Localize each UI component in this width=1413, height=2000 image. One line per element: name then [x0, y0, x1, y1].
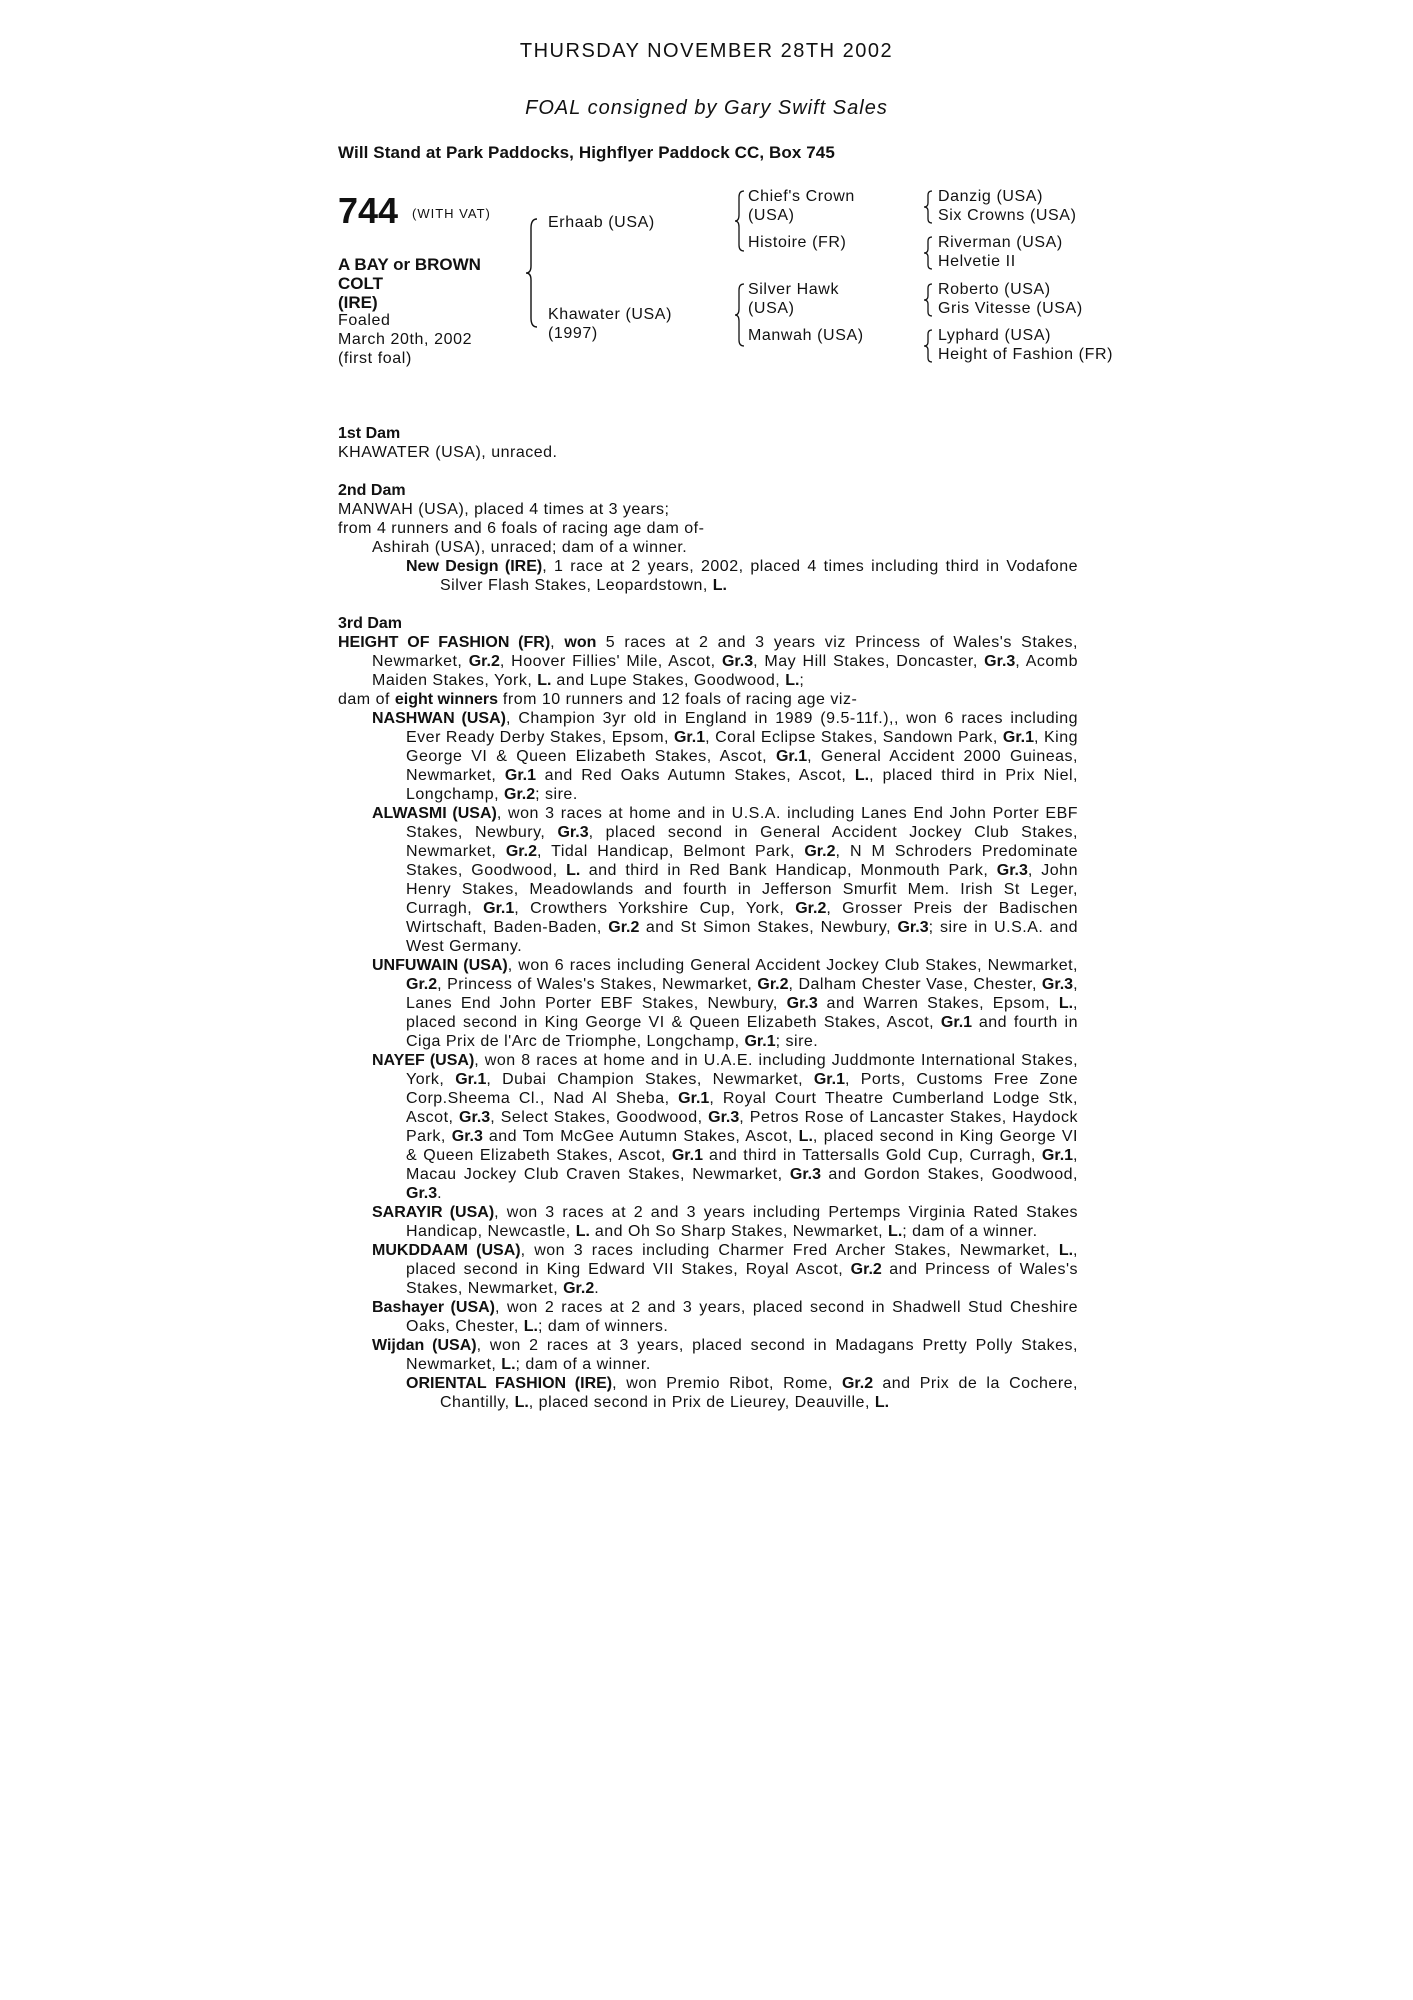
entry-text: , Royal Court Theatre Cumberland Lodge Stk, Ascot, — [406, 1090, 1078, 1126]
race-grade: Gr.1 — [483, 900, 515, 917]
vat-note: (WITH VAT) — [412, 206, 491, 221]
progeny-entry — [338, 1298, 1078, 1336]
horse-name: Bashayer (USA) — [372, 1299, 495, 1316]
race-grade: Gr.2 — [608, 919, 640, 936]
entry-text: , Ports, Customs Free Zone Corp.Sheema Cl., Nad Al Sheba, — [406, 1071, 1078, 1107]
entry-text: and third in Tattersalls Gold Cup, Curragh, — [702, 1147, 1042, 1164]
entry-text: , placed second in Prix de Lieurey, Deauville, — [528, 1394, 875, 1411]
race-grade: Gr.2 — [468, 653, 500, 670]
race-grade: Gr.2 — [795, 900, 827, 917]
entry-text: , King George VI & Queen Elizabeth Stakes, Ascot, — [406, 729, 1078, 765]
entry-text: , Lanes End John Porter EBF Stakes, Newbury, — [406, 976, 1079, 1012]
entry-text: , won 2 races at 2 and 3 years, placed second in Shadwell Stud Cheshire Oaks, Chester, — [406, 1299, 1078, 1335]
pedigree-line: Helvetie II — [938, 253, 1016, 270]
stand-location: Will Stand at Park Paddocks, Highflyer Paddock CC, Box 745 — [338, 143, 835, 162]
pedigree-dam — [548, 305, 672, 343]
pedigree-brace-icon — [923, 236, 933, 270]
entry-text: , May Hill Stakes, Doncaster, — [753, 653, 985, 670]
lot-description-line: A BAY or BROWN — [338, 255, 481, 274]
entry-text: , Hoover Fillies' Mile, Ascot, — [499, 653, 722, 670]
race-grade: Gr.2 — [841, 1375, 874, 1392]
race-grade: Gr.2 — [757, 976, 789, 993]
horse-name: Wijdan (USA) — [372, 1337, 477, 1354]
entry-text: , Tidal Handicap, Belmont Park, — [537, 843, 805, 860]
entry-text: , won 2 races at 3 years, placed second in Madagans Pretty Polly Stakes, Newmarket, — [406, 1337, 1078, 1373]
race-grade: Gr.3 — [708, 1109, 740, 1126]
entry-text: and third in Red Bank Handicap, Monmouth Park, — [580, 862, 997, 879]
race-grade: L. — [1058, 1242, 1074, 1259]
progeny-entry — [338, 956, 1078, 1051]
race-grade: Gr.1 — [1002, 729, 1035, 746]
entry-text: , won 8 races at home and in U.A.E. including Juddmonte International Stakes, York, — [406, 1052, 1079, 1088]
entry-text: and Lupe Stakes, Goodwood, — [551, 672, 786, 689]
pedigree-line: Six Crowns (USA) — [938, 207, 1077, 224]
entry-text: , Dubai Champion Stakes, Newmarket, — [486, 1071, 814, 1088]
race-grade: Gr.2 — [505, 843, 537, 860]
race-grade: Gr.3 — [721, 653, 754, 670]
race-grade: L. — [1058, 995, 1074, 1012]
race-grade: Gr.2 — [850, 1261, 882, 1278]
sale-date: THURSDAY NOVEMBER 28TH 2002 — [519, 40, 894, 62]
entry-text: , Grosser Preis der Badischen Wirtschaft, Baden-Baden, — [406, 900, 1079, 936]
progeny-entry — [338, 804, 1078, 956]
consignor-line: FOAL consigned by Gary Swift Sales — [525, 97, 888, 119]
pedigree-line: Roberto (USA) — [938, 281, 1051, 298]
entry-text: , Macau Jockey Club Craven Stakes, Newmarket, — [406, 1147, 1078, 1183]
entry-text: and Warren Stakes, Epsom, — [817, 995, 1059, 1012]
progeny-entry — [338, 1374, 1078, 1412]
race-grade: L. — [785, 672, 800, 689]
pedigree-brace-icon — [923, 190, 933, 224]
horse-name: SARAYIR (USA) — [372, 1204, 495, 1221]
race-grade: L. — [537, 672, 552, 689]
horse-name: NAYEF (USA) — [372, 1052, 475, 1069]
race-grade: Gr.3 — [897, 919, 929, 936]
pedigree-line: Gris Vitesse (USA) — [938, 300, 1083, 317]
race-grade: Gr.3 — [557, 824, 589, 841]
race-grade: Gr.3 — [451, 1128, 483, 1145]
race-grade: L. — [854, 767, 870, 784]
entry-text: , placed second in General Accident Jockey Club Stakes, Newmarket, — [406, 824, 1079, 860]
race-grade: L. — [798, 1128, 813, 1145]
pedigree-line: (USA) — [748, 207, 795, 224]
first-dam-text: KHAWATER (USA), unraced. — [338, 444, 558, 461]
second-dam-line: Ashirah (USA), unraced; dam of a winner. — [372, 539, 688, 556]
progeny-entry — [338, 1051, 1078, 1203]
race-grade: Gr.3 — [786, 995, 818, 1012]
entry-text: ; — [799, 672, 805, 689]
entry-text: . — [437, 1185, 443, 1202]
entry-text: , 1 race at 2 years, 2002, placed 4 times including third in Vodafone Silver Flash Stakes, Leopardstown, — [440, 558, 1078, 594]
entry-text: , Acomb Maiden Stakes, York, — [372, 653, 1079, 689]
entry-text: ; sire in U.S.A. and West Germany. — [406, 919, 1079, 955]
entry-text: and Oh So Sharp Stakes, Newmarket, — [589, 1223, 889, 1240]
lot-number: 744 — [338, 190, 399, 231]
won-label: won — [564, 634, 597, 651]
pedigree-line: Danzig (USA) — [938, 188, 1044, 205]
entry-text: , Princess of Wales's Stakes, Newmarket, — [437, 976, 758, 993]
race-grade: Gr.3 — [984, 653, 1016, 670]
race-grade: Gr.1 — [671, 1147, 703, 1164]
pedigree-dam-line: Khawater (USA) — [548, 306, 672, 323]
second-dam-section — [338, 481, 1078, 595]
first-dam-section — [338, 424, 1078, 462]
entry-text: and Prix de la Cochere, Chantilly, — [440, 1375, 1078, 1411]
race-grade: Gr.1 — [775, 748, 808, 765]
entry-text: ; dam of winners. — [537, 1318, 669, 1335]
third-dam-entry: HEIGHT OF FASHION (FR), won 5 races at 2 and 3 years viz Princess of Wales's Stakes, Newmarket, Gr.2, Hoover Fillies' Mile, Ascot, Gr.3, May Hill Stakes, Doncaster, Gr.3, Acomb Maiden Stakes, York, L. and Lupe Stakes, Goodwood, L.; — [338, 634, 1079, 689]
pedigree-line: Chief's Crown — [748, 188, 855, 205]
entry-text: , Coral Eclipse Stakes, Sandown Park, — [705, 729, 1003, 746]
second-dam-line: MANWAH (USA), placed 4 times at 3 years; — [338, 501, 670, 518]
pedigree-line: Height of Fashion (FR) — [938, 346, 1114, 363]
section-heading: 3rd Dam — [338, 615, 403, 632]
horse-name: NASHWAN (USA) — [372, 710, 506, 727]
pedigree-line: Riverman (USA) — [938, 234, 1063, 251]
entry-text: , placed second in King George VI & Queen Elizabeth Stakes, Ascot, — [406, 995, 1078, 1031]
second-dam-line: from 4 runners and 6 foals of racing age dam of- — [338, 520, 705, 537]
pedigree-brace-icon — [524, 218, 538, 328]
race-grade: L. — [575, 1223, 590, 1240]
third-dam-section — [338, 614, 1078, 1412]
entry-text: , Petros Rose of Lancaster Stakes, Haydock Park, — [406, 1109, 1079, 1145]
pedigree-gen3-group — [938, 187, 1077, 225]
lot-description-line: COLT — [338, 274, 384, 293]
race-grade: Gr.1 — [744, 1033, 776, 1050]
entry-text: and St Simon Stakes, Newbury, — [639, 919, 898, 936]
horse-name: ALWASMI (USA) — [372, 805, 497, 822]
lot-description — [338, 255, 518, 312]
race-grade: Gr.1 — [504, 767, 537, 784]
foaled-line: March 20th, 2002 — [338, 331, 473, 348]
race-grade: Gr.1 — [813, 1071, 845, 1088]
pedigree-gen3-group — [938, 326, 1113, 364]
pedigree-sire-sire — [748, 187, 855, 225]
race-grade: L. — [514, 1394, 529, 1411]
pedigree-brace-icon — [733, 190, 745, 252]
pedigree-line: (USA) — [748, 300, 795, 317]
entry-text: , placed second in King Edward VII Stakes, Royal Ascot, — [406, 1242, 1078, 1278]
race-grade: Gr.3 — [1041, 976, 1074, 993]
foaled-line: Foaled — [338, 312, 391, 329]
pedigree-gen3-group — [938, 233, 1063, 271]
entry-text: , won 3 races at 2 and 3 years including Pertemps Virginia Rated Stakes Handicap, Newcastle, — [406, 1204, 1079, 1240]
race-grade: Gr.3 — [459, 1109, 491, 1126]
race-grade: Gr.3 — [406, 1185, 438, 1202]
pedigree-brace-icon — [923, 329, 933, 363]
entry-text: , John Henry Stakes, Meadowlands and fourth in Jefferson Smurfit Mem. Irish St Leger, Curragh, — [406, 862, 1078, 917]
race-grade: Gr.3 — [996, 862, 1028, 879]
race-grade: Gr.1 — [678, 1090, 710, 1107]
entry-text: . — [594, 1280, 600, 1297]
entry-text: and Gordon Stakes, Goodwood, — [821, 1166, 1079, 1183]
race-grade: Gr.2 — [804, 843, 836, 860]
race-grade: L. — [523, 1318, 538, 1335]
race-grade: Gr.2 — [563, 1280, 595, 1297]
entry-text: , placed third in Prix Niel, Longchamp, — [406, 767, 1079, 803]
progeny-entry — [338, 709, 1078, 804]
winners-count: eight winners — [394, 691, 498, 708]
section-heading: 1st Dam — [338, 425, 401, 442]
horse-name: New Design (IRE) — [406, 558, 543, 575]
pedigree-line: Silver Hawk — [748, 281, 840, 298]
progeny-entry — [338, 1241, 1078, 1298]
entry-text: , General Accident 2000 Guineas, Newmarket, — [406, 748, 1079, 784]
race-grade: L. — [712, 577, 727, 594]
entry-text: from 10 runners and 12 foals of racing age viz- — [497, 691, 858, 708]
race-grade: L. — [874, 1394, 890, 1411]
race-grade: Gr.1 — [1041, 1147, 1074, 1164]
race-grade: Gr.2 — [504, 786, 536, 803]
entry-text: ; dam of a winner. — [515, 1356, 651, 1373]
entry-text: , N M Schroders Predominate Stakes, Goodwood, — [406, 843, 1078, 879]
pedigree-sire: Erhaab (USA) — [548, 214, 655, 231]
pedigree-gen3-group — [938, 280, 1083, 318]
entry-text: , Crowthers Yorkshire Cup, York, — [514, 900, 796, 917]
foaled-line: (first foal) — [338, 350, 412, 367]
entry-text: , Champion 3yr old in England in 1989 (9.5-11f.),, won 6 races including Ever Ready Derby Stakes, Epsom, — [406, 710, 1079, 746]
foaled-info — [338, 311, 472, 368]
section-heading: 2nd Dam — [338, 482, 406, 499]
pedigree-brace-icon — [733, 283, 745, 347]
race-grade: Gr.1 — [673, 729, 706, 746]
progeny-entry — [338, 1203, 1078, 1241]
entry-text: and Tom McGee Autumn Stakes, Ascot, — [482, 1128, 799, 1145]
entry-text: , Select Stakes, Goodwood, — [490, 1109, 709, 1126]
pedigree-dam-line: (1997) — [548, 325, 598, 342]
race-grade: Gr.3 — [789, 1166, 822, 1183]
entry-text: ; sire. — [775, 1033, 819, 1050]
horse-name: MUKDDAAM (USA) — [372, 1242, 521, 1259]
entry-text: , won 3 races including Charmer Fred Archer Stakes, Newmarket, — [520, 1242, 1059, 1259]
race-grade: L. — [888, 1223, 903, 1240]
race-grade: L. — [566, 862, 581, 879]
race-grade: Gr.2 — [406, 976, 438, 993]
dam-of-line — [338, 690, 1078, 709]
pedigree-line: Lyphard (USA) — [938, 327, 1052, 344]
entry-text: , Dalham Chester Vase, Chester, — [788, 976, 1042, 993]
produce-entry — [338, 557, 1078, 595]
lot-description-line: (IRE) — [338, 293, 378, 312]
horse-name: HEIGHT OF FASHION (FR) — [338, 634, 551, 651]
race-grade: Gr.1 — [455, 1071, 487, 1088]
race-grade: Gr.1 — [940, 1014, 973, 1031]
entry-text: , placed second in King George VI & Queen Elizabeth Stakes, Ascot, — [406, 1128, 1078, 1164]
entry-text: , won 3 races at home and in U.S.A. including Lanes End John Porter EBF Stakes, Newbury, — [406, 805, 1079, 841]
progeny-entry — [338, 1336, 1078, 1374]
entry-text: and Princess of Wales's Stakes, Newmarket, — [406, 1261, 1078, 1297]
entry-text: dam of — [338, 691, 395, 708]
pedigree-dam-sire — [748, 280, 839, 318]
entry-text: and fourth in Ciga Prix de l'Arc de Triomphe, Longchamp, — [406, 1014, 1078, 1050]
pedigree-dam-dam: Manwah (USA) — [748, 327, 864, 344]
entry-text: ; sire. — [535, 786, 578, 803]
horse-name: ORIENTAL FASHION (IRE) — [406, 1375, 613, 1392]
race-grade: L. — [501, 1356, 516, 1373]
pedigree-sire-dam: Histoire (FR) — [748, 234, 847, 251]
entry-text: ; dam of a winner. — [902, 1223, 1038, 1240]
entry-text: 5 races at 2 and 3 years viz Princess of Wales's Stakes, Newmarket, — [372, 634, 1079, 670]
pedigree-brace-icon — [923, 283, 933, 317]
entry-text: , won 6 races including General Accident Jockey Club Stakes, Newmarket, — [507, 957, 1079, 974]
horse-name: UNFUWAIN (USA) — [372, 957, 508, 974]
entry-text: and Red Oaks Autumn Stakes, Ascot, — [536, 767, 855, 784]
entry-text: , won Premio Ribot, Rome, — [612, 1375, 842, 1392]
